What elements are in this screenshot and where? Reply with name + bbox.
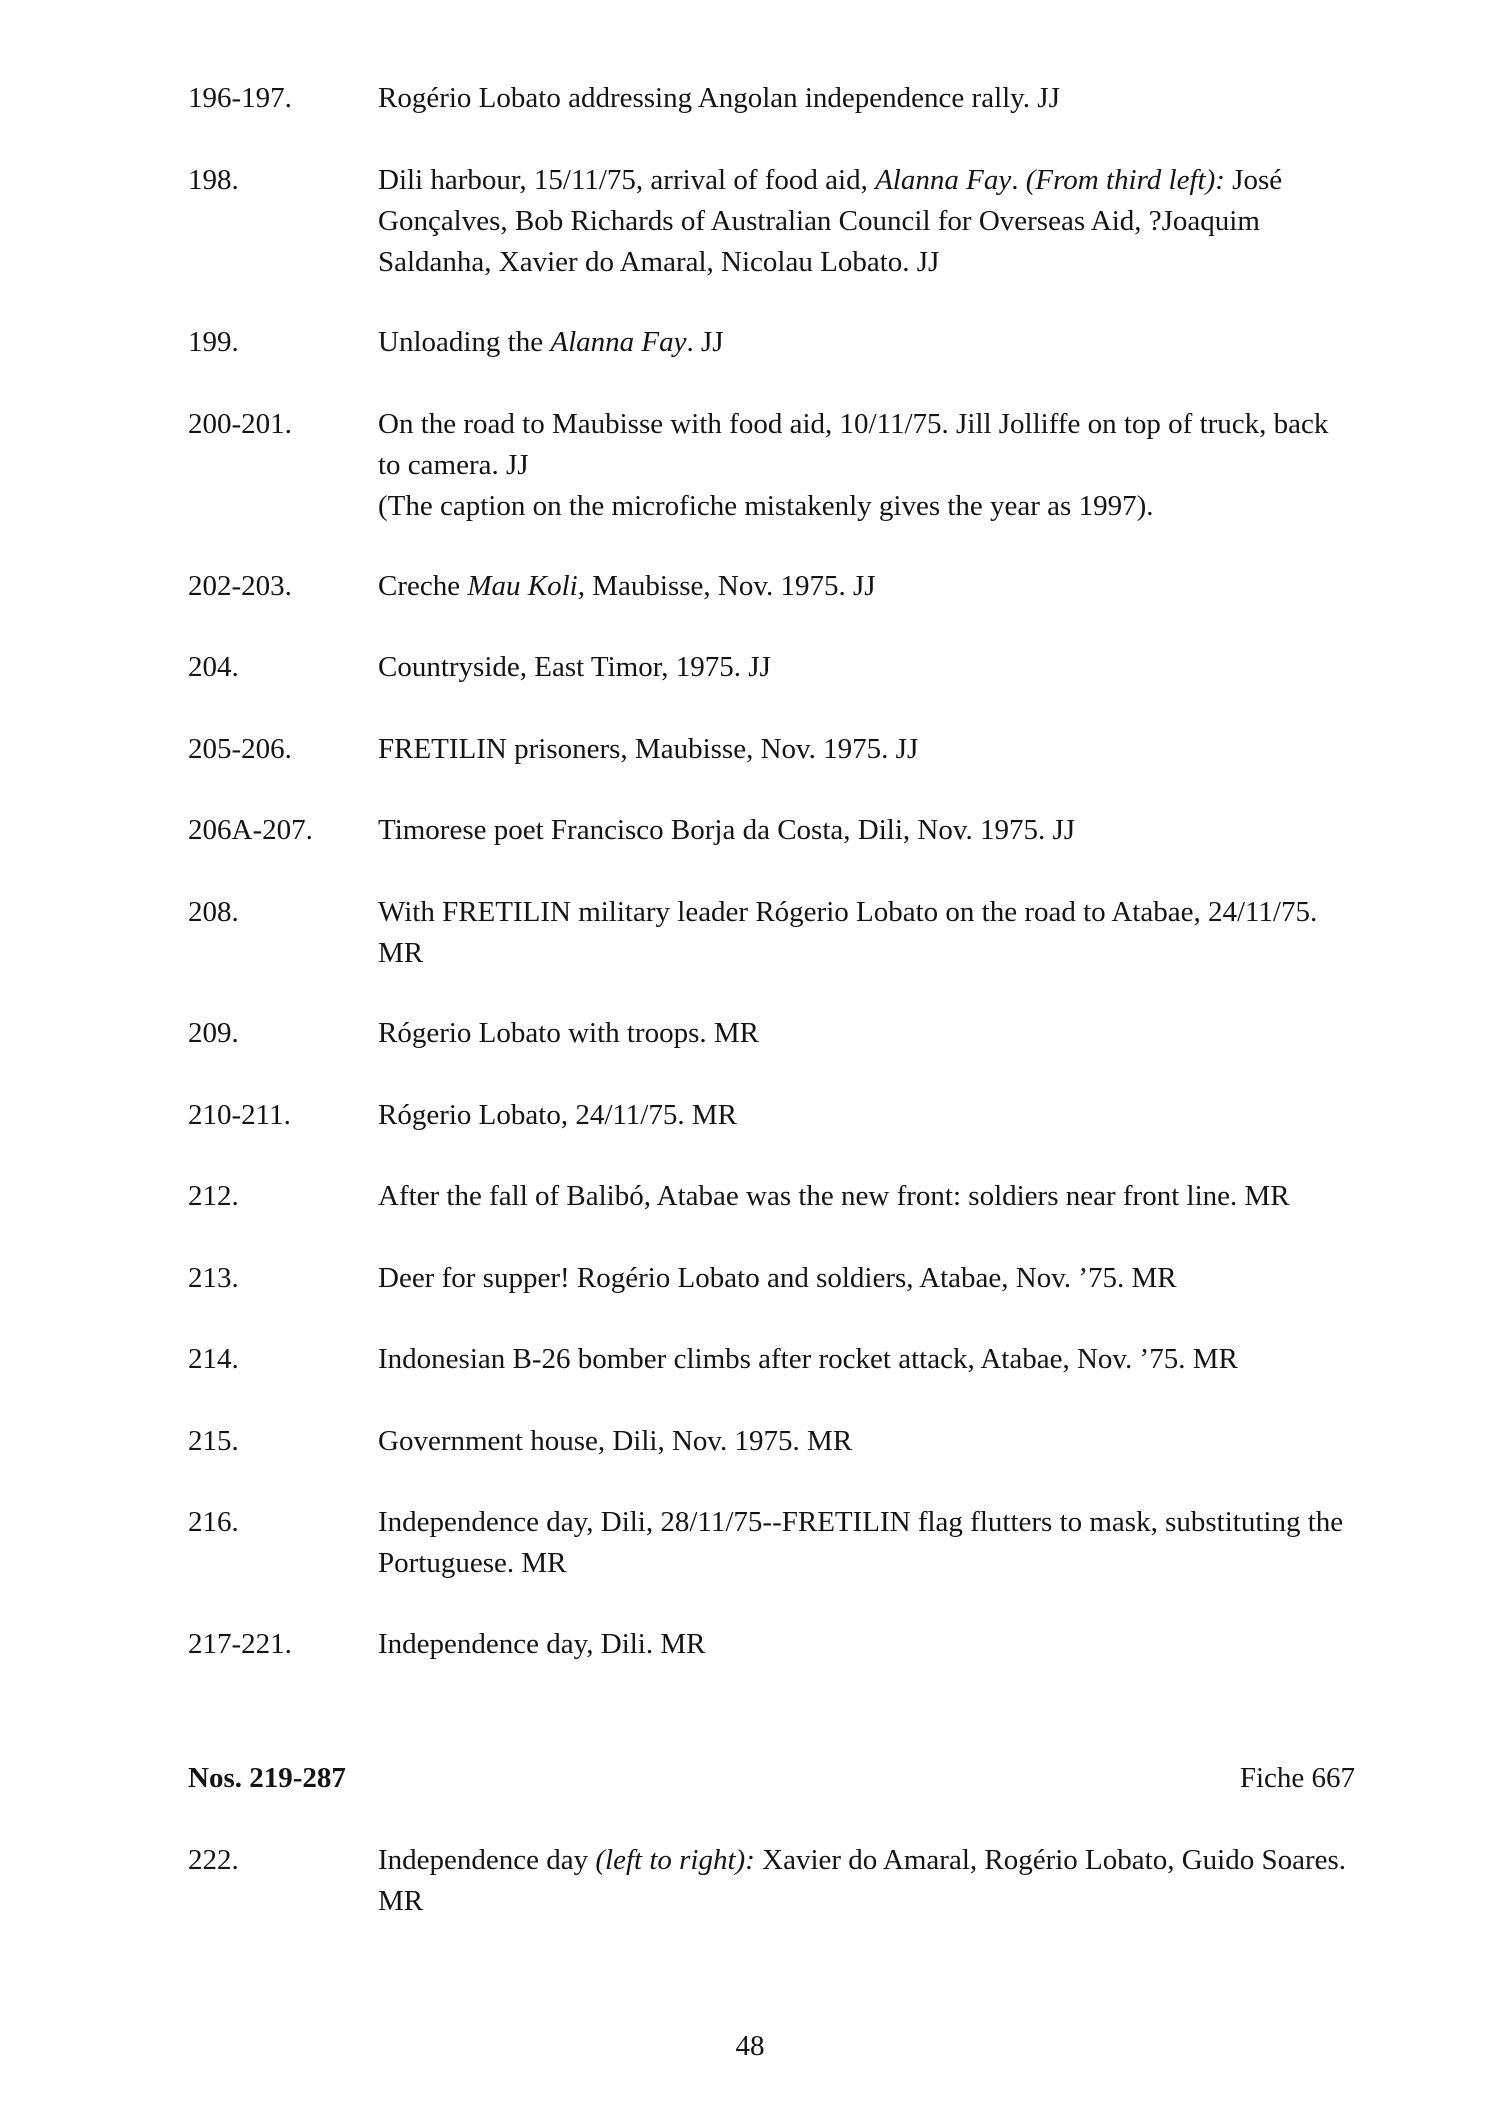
caption-paragraph (378, 404, 1358, 486)
caption-italic-text: Alanna Fay (875, 164, 1012, 196)
caption-text: FRETILIN prisoners, Maubisse, Nov. 1975. JJ (378, 733, 919, 765)
caption-paragraph (378, 78, 1358, 119)
entry-number: 202-203. (188, 570, 292, 602)
caption-paragraph (378, 322, 1358, 363)
section-heading (0, 1758, 1500, 1799)
caption-text: Indonesian B-26 bomber climbs after rocket attack, Atabae, Nov. ’75. MR (378, 1343, 1238, 1375)
entry-number: 210-211. (188, 1099, 291, 1131)
entry-caption (378, 729, 1358, 770)
caption-text: Countryside, East Timor, 1975. JJ (378, 651, 771, 683)
entry-number: 216. (188, 1506, 239, 1538)
entry-caption (378, 1258, 1358, 1299)
caption-text: Independence day, Dili, 28/11/75--FRETILIN flag flutters to mask, substituting the Portuguese. MR (378, 1506, 1344, 1579)
entry-caption (378, 1502, 1358, 1584)
entry-caption (378, 810, 1358, 851)
entry-caption (378, 647, 1358, 688)
caption-italic-text: Mau Koli, (467, 570, 585, 602)
caption-text: Independence day, Dili. MR (378, 1628, 706, 1660)
entry-caption (378, 1840, 1358, 1922)
entry-number: 204. (188, 651, 239, 683)
caption-italic-text: (From third left): (1025, 164, 1225, 196)
caption-text: Rógerio Lobato with troops. MR (378, 1017, 760, 1049)
caption-paragraph (378, 647, 1358, 688)
entry-caption (378, 566, 1358, 607)
caption-paragraph (378, 486, 1358, 527)
entry-caption (378, 404, 1358, 527)
caption-paragraph (378, 1624, 1358, 1665)
caption-paragraph (378, 1176, 1358, 1217)
entry-number: 205-206. (188, 733, 292, 765)
caption-text: Creche (378, 570, 468, 602)
caption-italic-text: Alanna Fay (550, 326, 687, 358)
caption-paragraph (378, 160, 1358, 283)
caption-paragraph (378, 1095, 1358, 1136)
entry-number: 213. (188, 1262, 239, 1294)
caption-text: With FRETILIN military leader Rógerio Lobato on the road to Atabae, 24/11/75. MR (378, 896, 1318, 969)
entry-number: 200-201. (188, 408, 292, 440)
entry-caption (378, 892, 1358, 974)
entry-caption (378, 1339, 1358, 1380)
caption-text: Xavier do Amaral, Rogério Lobato, Guido Soares. MR (378, 1844, 1347, 1917)
entry-number: 199. (188, 326, 239, 358)
caption-paragraph (378, 1013, 1358, 1054)
caption-italic-text: (left to right): (595, 1844, 755, 1876)
caption-paragraph (378, 1840, 1358, 1922)
entry-number: 208. (188, 896, 239, 928)
caption-paragraph (378, 1339, 1358, 1380)
entry-caption (378, 1176, 1358, 1217)
caption-paragraph (378, 1421, 1358, 1462)
caption-paragraph (378, 1258, 1358, 1299)
caption-text: . (1011, 164, 1026, 196)
entry-number: 198. (188, 164, 239, 196)
caption-text: José Gonçalves, Bob Richards of Australian Council for Overseas Aid, ?Joaquim Saldanha, Xavier do Amaral, Nicolau Lobato. JJ (378, 164, 1283, 278)
fiche-label: Fiche 667 (1239, 1762, 1355, 1794)
caption-text: Rógerio Lobato, 24/11/75. MR (378, 1099, 737, 1131)
caption-text: Independence day (378, 1844, 596, 1876)
page-number: 48 (735, 2030, 765, 2062)
caption-paragraph (378, 892, 1358, 974)
entry-caption (378, 322, 1358, 363)
section-title: Nos. 219-287 (188, 1762, 346, 1794)
entry-caption (378, 1013, 1358, 1054)
caption-text: Dili harbour, 15/11/75, arrival of food aid, (378, 164, 876, 196)
entry-number: 222. (188, 1844, 239, 1876)
entry-number: 212. (188, 1180, 239, 1212)
caption-text: (The caption on the microfiche mistakenly gives the year as 1997). (378, 490, 1154, 522)
caption-paragraph (378, 810, 1358, 851)
entry-number: 217-221. (188, 1628, 292, 1660)
caption-text: On the road to Maubisse with food aid, 10/11/75. Jill Jolliffe on top of truck, back to camera. JJ (378, 408, 1329, 481)
entry-caption (378, 1421, 1358, 1462)
entry-caption (378, 1095, 1358, 1136)
entry-number: 215. (188, 1425, 239, 1457)
caption-paragraph (378, 729, 1358, 770)
entry-caption (378, 1624, 1358, 1665)
caption-text: Maubisse, Nov. 1975. JJ (585, 570, 876, 602)
caption-text: Timorese poet Francisco Borja da Costa, Dili, Nov. 1975. JJ (378, 814, 1076, 846)
caption-text: . JJ (686, 326, 724, 358)
caption-text: Rogério Lobato addressing Angolan independence rally. JJ (378, 82, 1060, 114)
entry-number: 206A-207. (188, 814, 313, 846)
entry-caption (378, 78, 1358, 119)
caption-text: After the fall of Balibó, Atabae was the new front: soldiers near front line. MR (378, 1180, 1290, 1212)
caption-text: Unloading the (378, 326, 551, 358)
caption-text: Government house, Dili, Nov. 1975. MR (378, 1425, 853, 1457)
entry-number: 214. (188, 1343, 239, 1375)
caption-paragraph (378, 1502, 1358, 1584)
caption-paragraph (378, 566, 1358, 607)
caption-text: Deer for supper! Rogério Lobato and soldiers, Atabae, Nov. ’75. MR (378, 1262, 1177, 1294)
entry-number: 196-197. (188, 82, 292, 114)
entry-caption (378, 160, 1358, 283)
entry-number: 209. (188, 1017, 239, 1049)
